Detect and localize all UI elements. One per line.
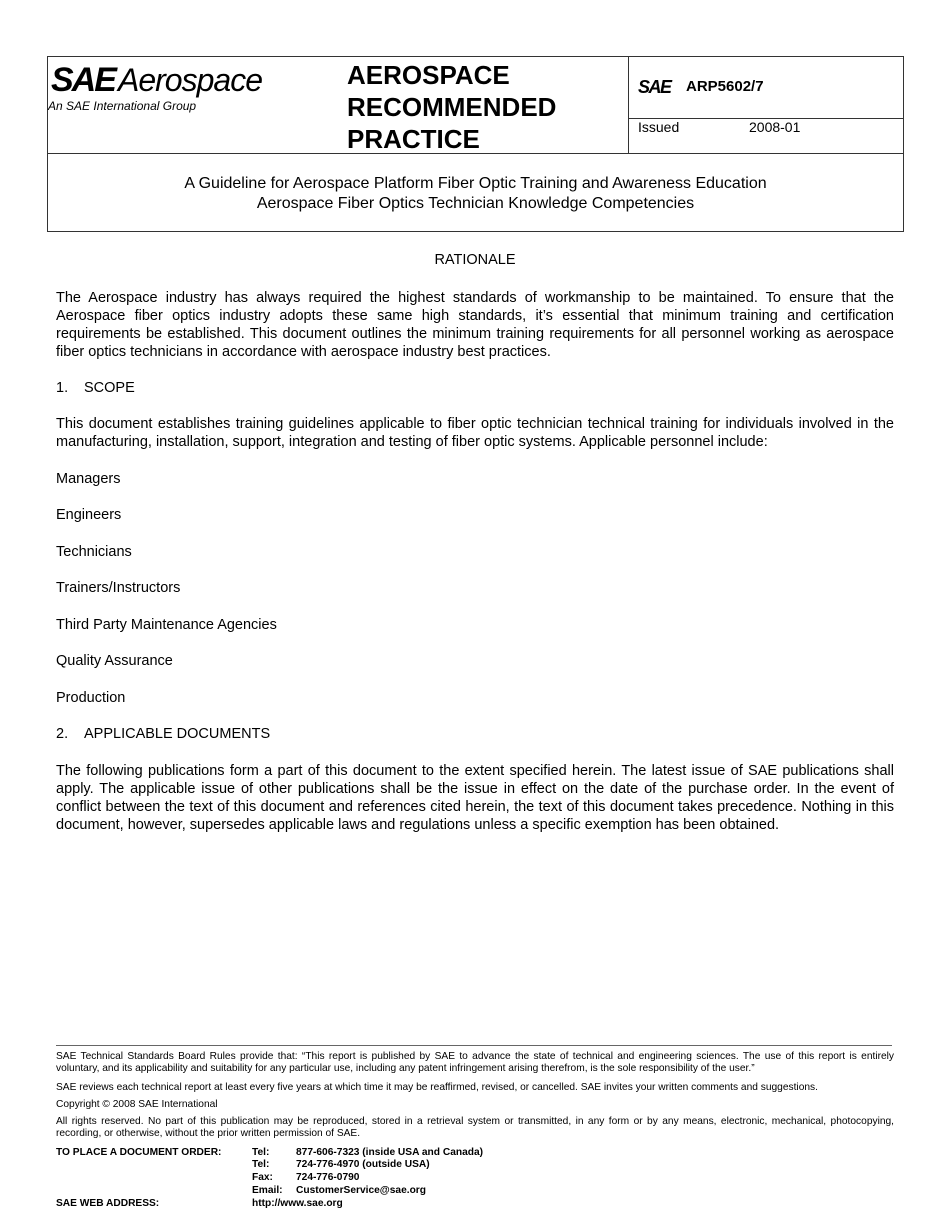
document-type-line: PRACTICE — [347, 124, 480, 154]
section-number: 1. — [56, 380, 69, 396]
web-address-link[interactable]: http://www.sae.org — [252, 1198, 343, 1209]
document-title — [48, 174, 903, 214]
document-type — [347, 59, 617, 155]
footer-rights: All rights reserved. No part of this publication may be reproduced, stored in a retrieval system or transmitted, in any form or by any means, electronic, mechanical, photocopying, recording, or otherwise, without the prior written permission of SAE. — [56, 1116, 894, 1139]
contact-key: Tel: — [252, 1159, 270, 1170]
logo-brand: SAE — [51, 61, 115, 99]
section-title: APPLICABLE DOCUMENTS — [84, 726, 271, 742]
title-line: A Guideline for Aerospace Platform Fiber Optic Training and Awareness Education — [184, 175, 767, 192]
personnel-item: Managers — [56, 471, 121, 487]
order-label: TO PLACE A DOCUMENT ORDER: — [56, 1147, 222, 1158]
section-heading-scope — [56, 379, 135, 397]
contact-email: CustomerService@sae.org — [296, 1185, 426, 1196]
web-address-label: SAE WEB ADDRESS: — [56, 1198, 160, 1209]
document-type-line: RECOMMENDED — [347, 92, 557, 122]
rationale-paragraph: The Aerospace industry has always required the highest standards of workmanship to be maintained. To ensure that the Aerospace fiber optics industry adopts these same high standards, it’s essential that minimum training and certification requirements be established. This document outlines the minimum training requirements for all personnel working as aerospace fiber optics technicians in accordance with aerospace industry best practices. — [56, 290, 894, 360]
issued-label: Issued — [638, 119, 680, 135]
contact-phone: 724-776-4970 (outside USA) — [296, 1159, 430, 1170]
contact-key: Fax: — [252, 1172, 273, 1183]
logo-tagline: An SAE International Group — [48, 99, 197, 113]
document-type-line: AEROSPACE — [347, 60, 510, 90]
personnel-item: Production — [56, 690, 126, 706]
issued-date: 2008-01 — [749, 119, 801, 135]
contact-phone: 877-606-7323 (inside USA and Canada) — [296, 1147, 484, 1158]
contact-key: Email: — [252, 1185, 283, 1196]
personnel-item: Third Party Maintenance Agencies — [56, 617, 277, 633]
personnel-item: Engineers — [56, 507, 122, 523]
personnel-item: Quality Assurance — [56, 653, 173, 669]
subtitle-line: Aerospace Fiber Optics Technician Knowledge Competencies — [256, 195, 695, 212]
section-heading-applicable-documents — [56, 725, 270, 743]
footer-review-notice: SAE reviews each technical report at least every five years at which time it may be reaffirmed, revised, or cancelled. SAE invites your written comments and suggestions. — [56, 1082, 818, 1093]
footer-divider — [56, 1045, 892, 1046]
document-number: ARP5602/7 — [686, 78, 764, 95]
contact-key: Tel: — [252, 1147, 270, 1158]
sae-aerospace-logo — [48, 61, 298, 113]
section-number: 2. — [56, 726, 69, 742]
sae-mini-logo: SAE — [638, 77, 671, 97]
footer-board-rules: SAE Technical Standards Board Rules provide that: “This report is published by SAE to advance the state of technical and engineering sciences. The use of this report is entirely voluntary, and its applicability and suitability for any particular use, including any patent infringement arising therefrom, is the sole responsibility of the user.” — [56, 1051, 894, 1074]
personnel-item: Trainers/Instructors — [56, 580, 181, 596]
contact-fax: 724-776-0790 — [296, 1172, 360, 1183]
scope-paragraph: This document establishes training guidelines applicable to fiber optic technician technical training for individuals involved in the manufacturing, installation, support, integration and testing of fiber optic systems. Applicable personnel include: — [56, 416, 894, 450]
personnel-item: Technicians — [56, 544, 132, 560]
logo-product: Aerospace — [118, 62, 262, 98]
footer-copyright: Copyright © 2008 SAE International — [56, 1099, 218, 1110]
section-title: SCOPE — [84, 380, 135, 396]
rationale-heading: RATIONALE — [434, 252, 516, 268]
header-column-divider — [628, 57, 629, 153]
document-header — [47, 56, 904, 232]
applicable-documents-paragraph: The following publications form a part of this document to the extent specified herein. The latest issue of SAE publications shall apply. The applicable issue of other publications shall be the issue in effect on the date of the purchase order. In the event of conflict between the text of this document and references cited herein, the text of this document takes precedence. Nothing in this document, however, supersedes applicable laws and regulations unless a specific exemption has been obtained. — [56, 763, 894, 833]
